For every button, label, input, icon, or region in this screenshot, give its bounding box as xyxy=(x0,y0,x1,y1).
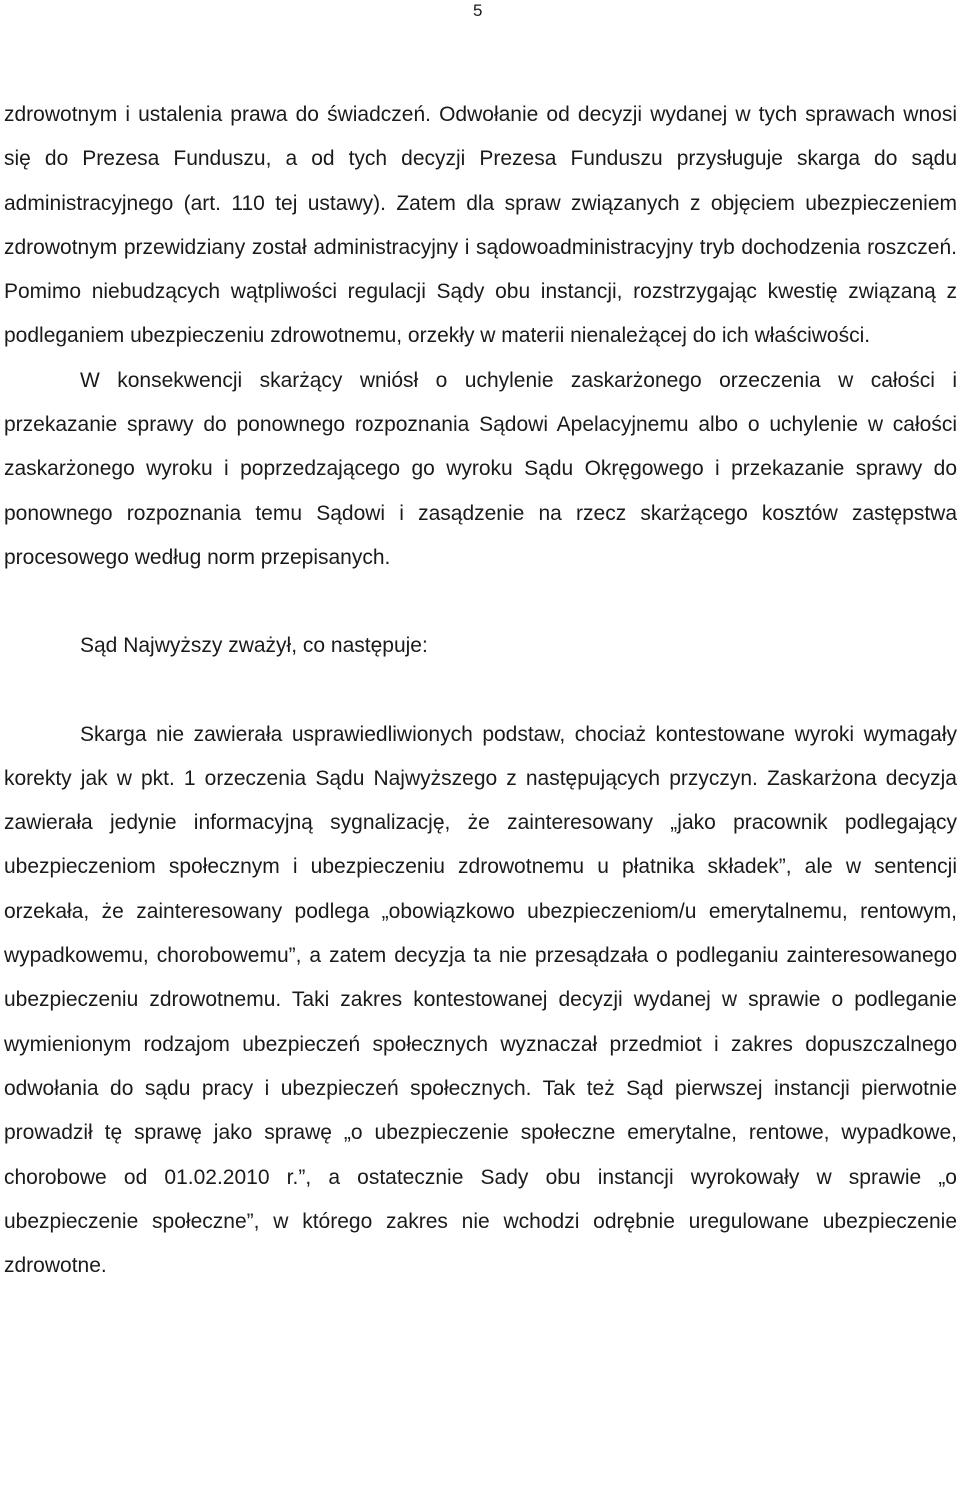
page-number: 5 xyxy=(473,1,483,20)
paragraph-continuation: zdrowotnym i ustalenia prawa do świadczeń. Odwołanie od decyzji wydanej w tych sprawach wnosi się do Prezesa Funduszu, a od tych decyzji Prezesa Funduszu przysługuje skarga do sądu administracyjnego (art. 110 tej ustawy). Zatem dla spraw związanych z objęciem ubezpieczeniem zdrowotnym przewidziany został administracyjny i sądowoadministracyjny tryb dochodzenia roszczeń. Pomimo niebudzących wątpliwości regulacji Sądy obu instancji, rozstrzygając kwestię związaną z podleganiem ubezpieczeniu zdrowotnemu, orzekły w materii nienależącej do ich właściwości. xyxy=(4,103,957,348)
section-heading: Sąd Najwyższy zważył, co następuje: xyxy=(80,634,428,658)
paragraph-court-reasoning: Skarga nie zawierała usprawiedliwionych podstaw, chociaż kontestowane wyroki wymagały korekty jak w pkt. 1 orzeczenia Sądu Najwyższego z następujących przyczyn. Zaskarżona decyzja zawierała jedynie informacyjną sygnalizację, że zainteresowany „jako pracownik podlegający ubezpieczeniom społecznym i ubezpieczeniu zdrowotnemu u płatnika składek”, ale w sentencji orzekała, że zainteresowany podlega „obowiązkowo ubezpieczeniom/u emerytalnemu, rentowym, wypadkowemu, chorobowemu”, a zatem decyzja ta nie przesądzała o podleganiu zainteresowanego ubezpieczeniu zdrowotnemu. Taki zakres kontestowanej decyzji wydanej w sprawie o podleganie wymienionym rodzajom ubezpieczeń społecznych wyznaczał przedmiot i zakres dopuszczalnego odwołania do sądu pracy i ubezpieczeń społecznych. Tak też Sąd pierwszej instancji pierwotnie prowadził tę sprawę jako sprawę „o ubezpieczenie społeczne emerytalne, rentowe, wypadkowe, chorobowe od 01.02.2010 r.”, a ostatecznie Sady obu instancji wyrokowały w sprawie „o ubezpieczenie społeczne”, w którego zakres nie wchodzi odrębnie uregulowane ubezpieczenie zdrowotne. xyxy=(4,722,957,1278)
paragraph-appeal-request: W konsekwencji skarżący wniósł o uchylenie zaskarżonego orzeczenia w całości i przekazanie sprawy do ponownego rozpoznania Sądowi Apelacyjnemu albo o uchylenie w całości zaskarżonego wyroku i poprzedzającego go wyroku Sądu Okręgowego i przekazanie sprawy do ponownego rozpoznania temu Sądowi i zasądzenie na rzecz skarżącego kosztów zastępstwa procesowego według norm przepisanych. xyxy=(4,368,957,569)
document-body xyxy=(4,93,957,1288)
